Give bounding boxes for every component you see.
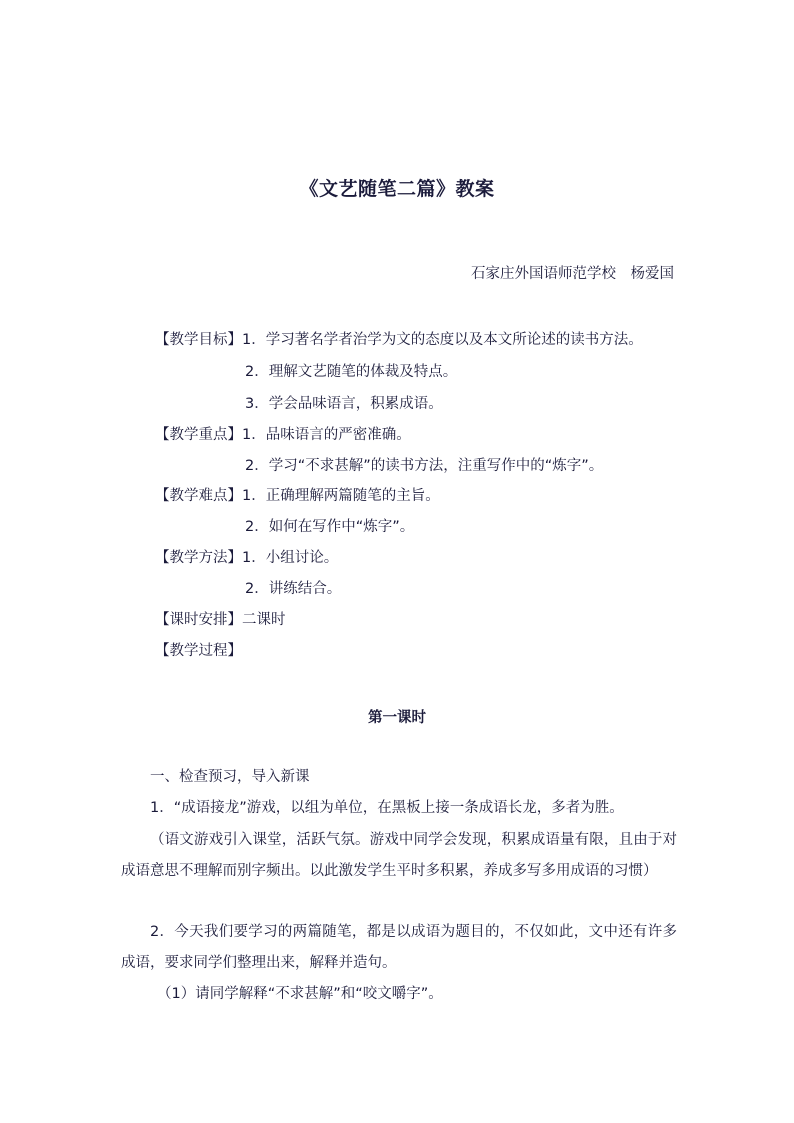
methods-item: 1．小组讨论。 [242,550,339,566]
paragraph-game-note: （语文游戏引入课堂，活跃气氛。游戏中同学会发现，积累成语量有限，且由于对成语意思不理解而别字频出。以此激发学生平时多积累，养成多写多用成语的习惯） [121,832,677,879]
objectives-item: 2．理解文艺随笔的体裁及特点。 [245,364,458,380]
objectives-item: 3．学会品味语言，积累成语。 [245,396,443,412]
author-line: 石家庄外国语师范学校 杨爱国 [471,266,674,282]
methods-row-1 [155,548,338,568]
key-points-row-1 [155,425,411,445]
schedule-row [155,610,286,630]
schedule-value: 二课时 [242,612,286,628]
difficulties-item: 2．如何在写作中“炼字”。 [245,519,415,535]
methods-item: 2．讲练结合。 [245,581,342,597]
objectives-row-1 [155,330,643,350]
lesson-title: 第一课时 [368,710,426,726]
methods-label: 【教学方法】 [155,550,242,566]
paragraph-question: （1）请同学解释“不求甚解”和“咬文嚼字”。 [157,986,443,1002]
difficulties-row-1 [155,486,440,506]
objectives-item: 1．学习著名学者治学为文的态度以及本文所论述的读书方法。 [242,332,643,348]
process-label: 【教学过程】 [155,643,242,659]
schedule-label: 【课时安排】 [155,612,242,628]
key-points-label: 【教学重点】 [155,427,242,443]
document-title: 《文艺随笔二篇》教案 [299,178,495,200]
paragraph-idioms: 2．今天我们要学习的两篇随笔，都是以成语为题目的，不仅如此，文中还有许多成语，要求同学们整理出来，解释并造句。 [121,924,677,971]
objectives-label: 【教学目标】 [155,332,242,348]
paragraph-game: 1．“成语接龙”游戏，以组为单位，在黑板上接一条成语长龙，多者为胜。 [150,800,624,816]
difficulties-label: 【教学难点】 [155,488,242,504]
key-points-item: 1．品味语言的严密准确。 [242,427,411,443]
difficulties-item: 1．正确理解两篇随笔的主旨。 [242,488,440,504]
section-heading: 一、检查预习，导入新课 [150,769,310,785]
key-points-item: 2．学习“不求甚解”的读书方法，注重写作中的“炼字”。 [245,458,604,474]
